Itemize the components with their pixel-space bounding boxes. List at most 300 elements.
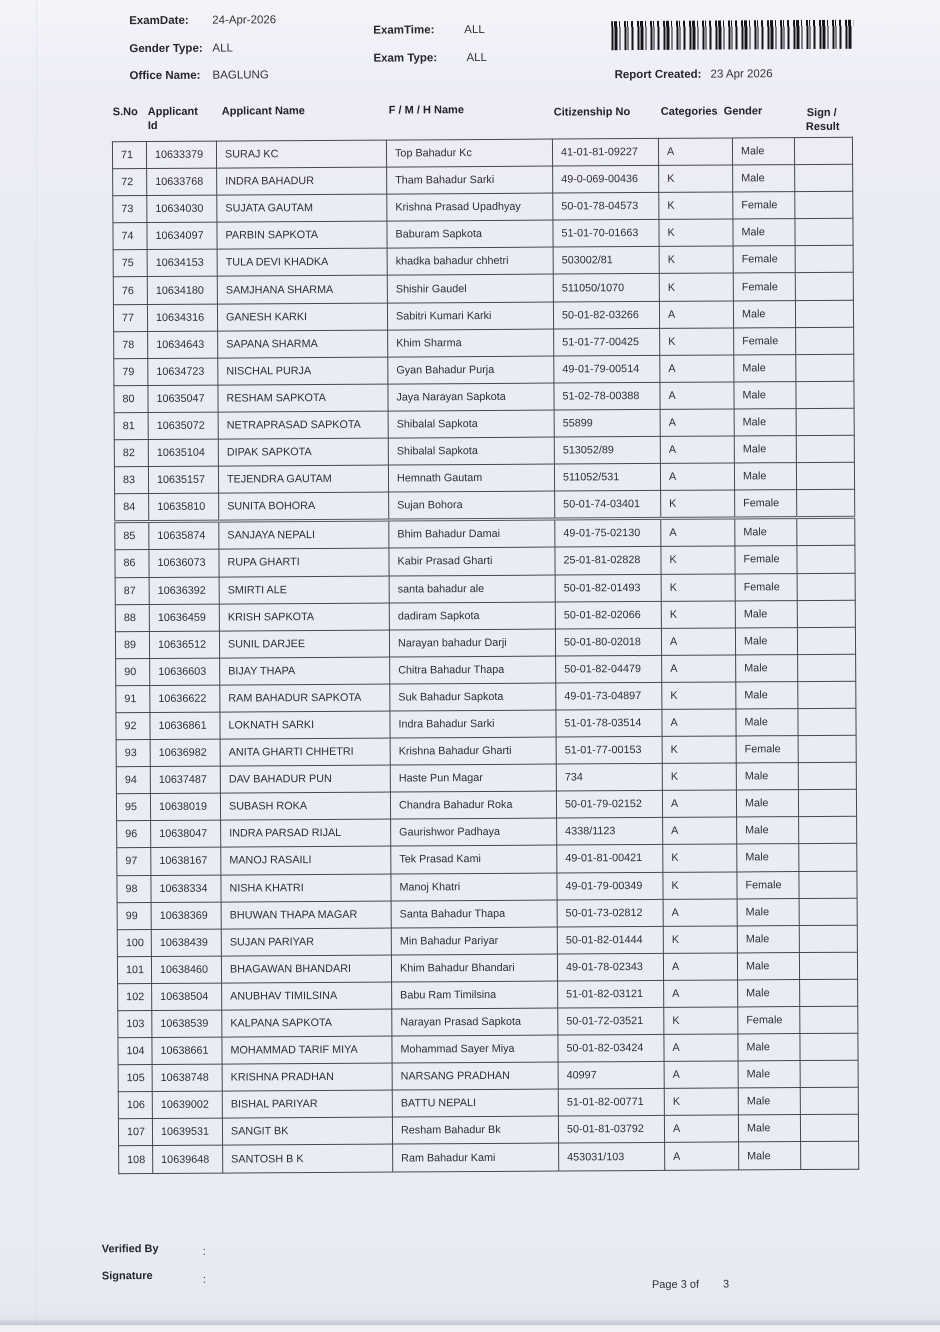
cell-category: A — [660, 436, 734, 464]
cell-sno: 86 — [115, 550, 149, 577]
cell-sign-result — [799, 952, 857, 979]
cell-citizenship-no: 50-01-82-01444 — [557, 926, 663, 954]
cell-gender: Female — [736, 736, 798, 763]
cell-applicant-name: MOHAMMAD TARIF MIYA — [222, 1036, 392, 1064]
cell-category: A — [659, 301, 733, 329]
cell-applicant-name: BIJAY THAPA — [220, 657, 390, 685]
cell-gender: Male — [737, 844, 799, 871]
cell-citizenship-no: 50-01-82-03424 — [558, 1034, 664, 1062]
table-row — [115, 518, 855, 551]
cell-applicant-id: 10638019 — [150, 793, 220, 821]
cell-sno: 97 — [117, 848, 151, 875]
cell-category: A — [662, 790, 736, 818]
cell-gender: Male — [737, 898, 799, 925]
cell-applicant-id: 10636392 — [149, 577, 219, 605]
cell-fmh-name: Krishna Bahadur Gharti — [390, 737, 556, 765]
cell-category: K — [663, 844, 737, 872]
cell-gender: Female — [735, 490, 797, 518]
cell-gender: Male — [738, 1088, 800, 1115]
cell-sno: 85 — [115, 522, 149, 550]
cell-citizenship-no: 50-01-82-01493 — [555, 574, 661, 602]
cell-sno: 93 — [116, 740, 150, 767]
cell-applicant-name: MANOJ RASAILI — [221, 846, 391, 874]
cell-gender: Male — [738, 1034, 800, 1061]
exam-time-value: ALL — [464, 23, 485, 37]
report-created-label: Report Created: — [614, 68, 702, 82]
cell-category: K — [664, 1007, 738, 1035]
page-indicator: Page 3 of — [651, 1278, 700, 1291]
cell-applicant-name: DIPAK SAPKOTA — [218, 438, 388, 466]
cell-sno: 100 — [117, 929, 151, 956]
office-name-value: BAGLUNG — [212, 69, 269, 82]
col-header-applicant-id-2: Id — [147, 119, 158, 133]
cell-applicant-name: SAMJHANA SHARMA — [217, 276, 387, 304]
cell-citizenship-no: 49-0-069-00436 — [553, 166, 659, 194]
cell-fmh-name: Chitra Bahadur Thapa — [390, 656, 556, 684]
cell-category: A — [662, 709, 736, 737]
gender-type-label: Gender Type: — [129, 42, 203, 56]
cell-gender: Male — [732, 138, 794, 165]
cell-fmh-name: Khim Sharma — [388, 329, 554, 357]
cell-sign-result — [797, 518, 855, 546]
verified-by-colon: : — [202, 1245, 206, 1258]
cell-sign-result — [797, 546, 855, 573]
cell-category: K — [664, 1088, 738, 1116]
cell-gender: Male — [738, 1061, 800, 1088]
cell-citizenship-no: 50-01-79-02152 — [556, 791, 662, 819]
cell-fmh-name: Gyan Bahadur Purja — [388, 356, 554, 384]
cell-applicant-id: 10638167 — [151, 848, 221, 876]
cell-category: K — [663, 871, 737, 899]
cell-citizenship-no: 4338/1123 — [557, 818, 663, 846]
cell-category: K — [661, 601, 735, 629]
cell-sno: 105 — [118, 1065, 152, 1092]
cell-fmh-name: Kabir Prasad Gharti — [389, 547, 555, 575]
cell-fmh-name: Top Bahadur Kc — [386, 139, 552, 167]
cell-category: A — [658, 138, 732, 166]
cell-gender: Female — [735, 546, 797, 573]
cell-category: A — [661, 518, 735, 547]
cell-applicant-name: SAPANA SHARMA — [218, 330, 388, 358]
cell-citizenship-no: 511050/1070 — [553, 274, 659, 302]
col-header-citizenship-no: Citizenship No — [553, 106, 631, 119]
exam-date-label: ExamDate: — [129, 14, 189, 28]
cell-citizenship-no: 49-01-79-00349 — [557, 872, 663, 900]
cell-sno: 106 — [118, 1092, 152, 1119]
cell-applicant-name: TULA DEVI KHADKA — [217, 248, 387, 276]
exam-type-label: Exam Type: — [373, 52, 438, 65]
cell-applicant-id: 10638334 — [151, 875, 221, 903]
cell-sign-result — [794, 137, 852, 164]
cell-gender: Male — [736, 709, 798, 736]
cell-applicant-name: RUPA GHARTI — [219, 548, 389, 576]
cell-applicant-name: KRISH SAPKOTA — [219, 603, 389, 631]
cell-applicant-id: 10636603 — [150, 658, 220, 686]
applicant-table — [112, 137, 859, 1174]
cell-sign-result — [796, 408, 854, 435]
cell-gender: Female — [734, 327, 796, 354]
cell-applicant-id: 10634030 — [147, 195, 217, 223]
cell-applicant-id: 10635104 — [148, 439, 218, 467]
cell-category: A — [664, 1115, 738, 1143]
cell-sno: 82 — [114, 440, 148, 467]
cell-citizenship-no: 51-01-70-01663 — [553, 220, 659, 248]
cell-gender: Male — [736, 654, 798, 681]
cell-sign-result — [798, 681, 856, 708]
cell-applicant-id: 10634316 — [147, 304, 217, 332]
cell-citizenship-no: 49-01-81-00421 — [557, 845, 663, 873]
cell-applicant-name: NISHA KHATRI — [221, 874, 391, 902]
cell-applicant-name: NISCHAL PURJA — [218, 357, 388, 385]
cell-citizenship-no: 49-01-79-00514 — [554, 355, 660, 383]
cell-sno: 83 — [114, 467, 148, 494]
cell-gender: Male — [735, 518, 797, 546]
cell-applicant-name: BHUWAN THAPA MAGAR — [221, 901, 391, 929]
cell-sign-result — [796, 462, 854, 489]
cell-sign-result — [796, 435, 854, 462]
cell-applicant-name: LOKNATH SARKI — [220, 711, 390, 739]
cell-gender: Male — [734, 354, 796, 381]
cell-gender: Female — [737, 871, 799, 898]
cell-sign-result — [800, 1115, 858, 1142]
cell-category: K — [662, 736, 736, 764]
cell-applicant-name: SUJAN PARIYAR — [221, 928, 391, 956]
cell-gender: Male — [733, 300, 795, 327]
cell-citizenship-no: 50-01-81-03792 — [558, 1116, 664, 1144]
cell-applicant-name: NETRAPRASAD SAPKOTA — [218, 411, 388, 439]
cell-sno: 73 — [113, 196, 147, 223]
exam-type-value: ALL — [466, 51, 487, 65]
cell-applicant-name: BHAGAWAN BHANDARI — [221, 955, 391, 983]
cell-applicant-id: 10638539 — [152, 1010, 222, 1038]
cell-fmh-name: santa bahadur ale — [389, 575, 555, 603]
cell-sign-result — [795, 164, 853, 191]
cell-fmh-name: Gaurishwor Padhaya — [391, 818, 557, 846]
cell-citizenship-no: 50-01-82-04479 — [556, 655, 662, 683]
cell-applicant-id: 10639648 — [153, 1146, 223, 1174]
report-created-value: 23 Apr 2026 — [710, 68, 773, 81]
cell-citizenship-no: 25-01-81-02828 — [555, 547, 661, 575]
cell-sign-result — [800, 1033, 858, 1060]
cell-fmh-name: Baburam Sapkota — [387, 220, 553, 248]
cell-sign-result — [800, 1087, 858, 1114]
cell-citizenship-no: 40997 — [558, 1062, 664, 1090]
applicant-table-wrapper — [112, 137, 859, 1174]
cell-applicant-id: 10634153 — [147, 249, 217, 277]
cell-sign-result — [800, 1060, 858, 1087]
cell-sign-result — [798, 654, 856, 681]
cell-sign-result — [795, 219, 853, 246]
cell-citizenship-no: 50-01-78-04573 — [553, 193, 659, 221]
col-header-result: Result — [805, 120, 840, 134]
cell-citizenship-no: 51-01-82-00771 — [558, 1089, 664, 1117]
cell-citizenship-no: 51-01-77-00425 — [554, 328, 660, 356]
cell-citizenship-no: 50-01-74-03401 — [555, 491, 661, 520]
cell-fmh-name: Khim Bahadur Bhandari — [391, 954, 557, 982]
cell-applicant-id: 10634723 — [148, 358, 218, 386]
cell-sno: 101 — [117, 956, 151, 983]
cell-category: A — [660, 382, 734, 410]
cell-applicant-id: 10639531 — [152, 1118, 222, 1146]
cell-fmh-name: Shishir Gaudel — [387, 275, 553, 303]
cell-applicant-id: 10636861 — [150, 712, 220, 740]
col-header-sign: Sign / — [806, 106, 837, 120]
cell-category: K — [661, 573, 735, 601]
cell-applicant-id: 10636459 — [149, 604, 219, 632]
cell-applicant-id: 10635047 — [148, 385, 218, 413]
cell-applicant-id: 10638047 — [151, 820, 221, 848]
cell-fmh-name: Chandra Bahadur Roka — [390, 791, 556, 819]
cell-gender: Male — [733, 165, 795, 192]
cell-citizenship-no: 55899 — [554, 409, 660, 437]
cell-sno: 108 — [119, 1146, 153, 1173]
cell-sign-result — [796, 381, 854, 408]
cell-citizenship-no: 51-01-82-03121 — [558, 980, 664, 1008]
cell-fmh-name: Jaya Narayan Sapkota — [388, 383, 554, 411]
cell-sno: 89 — [115, 631, 149, 658]
cell-citizenship-no: 511052/531 — [554, 464, 660, 492]
cell-sno: 75 — [113, 250, 147, 277]
cell-applicant-name: RESHAM SAPKOTA — [218, 384, 388, 412]
cell-gender: Male — [737, 952, 799, 979]
cell-applicant-name: PARBIN SAPKOTA — [217, 221, 387, 249]
cell-fmh-name: Suk Bahadur Sapkota — [390, 683, 556, 711]
cell-applicant-name: GANESH KARKI — [217, 303, 387, 331]
cell-sign-result — [796, 327, 854, 354]
signature-label: Signature — [101, 1270, 153, 1283]
cell-applicant-id: 10638748 — [152, 1064, 222, 1092]
cell-gender: Male — [734, 436, 796, 463]
cell-category: K — [659, 219, 733, 247]
cell-gender: Male — [738, 1115, 800, 1142]
cell-sign-result — [795, 273, 853, 300]
cell-sign-result — [796, 354, 854, 381]
cell-gender: Female — [738, 1007, 800, 1034]
cell-category: A — [660, 355, 734, 383]
cell-applicant-name: KALPANA SAPKOTA — [222, 1009, 392, 1037]
cell-sno: 79 — [114, 358, 148, 385]
cell-sno: 71 — [112, 142, 146, 169]
col-header-sno: S.No — [112, 106, 138, 119]
cell-applicant-name: DAV BAHADUR PUN — [220, 765, 390, 793]
cell-sno: 96 — [117, 821, 151, 848]
cell-applicant-id: 10637487 — [150, 766, 220, 794]
cell-category: A — [665, 1142, 739, 1170]
cell-category: A — [664, 1034, 738, 1062]
cell-citizenship-no: 51-01-78-03514 — [556, 709, 662, 737]
col-header-applicant-id: Applicant — [147, 105, 198, 119]
cell-applicant-name: BISHAL PARIYAR — [222, 1090, 392, 1118]
cell-fmh-name: dadiram Sapkota — [389, 602, 555, 630]
cell-fmh-name: Sabitri Kumari Karki — [387, 302, 553, 330]
cell-category: K — [661, 546, 735, 574]
cell-applicant-name: SURAJ KC — [216, 140, 386, 168]
cell-sno: 107 — [118, 1119, 152, 1146]
cell-sno: 102 — [118, 983, 152, 1010]
signature-colon: : — [202, 1273, 206, 1286]
cell-sno: 81 — [114, 412, 148, 439]
cell-fmh-name: Haste Pun Magar — [390, 764, 556, 792]
cell-sign-result — [795, 300, 853, 327]
cell-applicant-id: 10638439 — [151, 929, 221, 957]
cell-applicant-id: 10635072 — [148, 412, 218, 440]
applicant-table-body — [112, 137, 858, 1173]
cell-applicant-name: ANITA GHARTI CHHETRI — [220, 738, 390, 766]
cell-sno: 90 — [116, 658, 150, 685]
cell-fmh-name: Sujan Bohora — [389, 491, 555, 520]
cell-sign-result — [799, 925, 857, 952]
cell-sign-result — [797, 627, 855, 654]
cell-applicant-name: ANUBHAV TIMILSINA — [222, 982, 392, 1010]
cell-sno: 91 — [116, 685, 150, 712]
cell-applicant-name: TEJENDRA GAUTAM — [218, 465, 388, 493]
cell-fmh-name: BATTU NEPALI — [392, 1089, 558, 1117]
cell-fmh-name: khadka bahadur chhetri — [387, 247, 553, 275]
cell-applicant-name: SANJAYA NEPALI — [219, 520, 389, 549]
cell-category: K — [659, 246, 733, 274]
cell-sno: 80 — [114, 385, 148, 412]
cell-fmh-name: NARSANG PRADHAN — [392, 1062, 558, 1090]
cell-applicant-id: 10634097 — [147, 222, 217, 250]
cell-gender: Male — [736, 763, 798, 790]
cell-applicant-id: 10634643 — [148, 331, 218, 359]
cell-applicant-id: 10638661 — [152, 1037, 222, 1065]
cell-gender: Male — [737, 925, 799, 952]
cell-citizenship-no: 734 — [556, 764, 662, 792]
cell-sno: 104 — [118, 1038, 152, 1065]
cell-category: A — [660, 463, 734, 491]
cell-fmh-name: Hemnath Gautam — [388, 464, 554, 492]
cell-gender: Male — [736, 681, 798, 708]
cell-sno: 92 — [116, 712, 150, 739]
cell-sign-result — [799, 898, 857, 925]
cell-category: K — [661, 490, 735, 519]
cell-sign-result — [799, 871, 857, 898]
cell-category: K — [660, 328, 734, 356]
cell-gender: Male — [735, 627, 797, 654]
cell-gender: Male — [736, 790, 798, 817]
cell-citizenship-no: 41-01-81-09227 — [552, 138, 658, 166]
verified-by-label: Verified By — [101, 1242, 159, 1256]
cell-sno: 103 — [118, 1011, 152, 1038]
cell-applicant-name: INDRA PARSAD RIJAL — [221, 819, 391, 847]
cell-gender: Female — [735, 573, 797, 600]
cell-gender: Male — [734, 409, 796, 436]
cell-fmh-name: Tham Bahadur Sarki — [387, 166, 553, 194]
cell-applicant-id: 10634180 — [147, 277, 217, 305]
cell-sign-result — [795, 191, 853, 218]
cell-gender: Male — [733, 219, 795, 246]
cell-sign-result — [800, 1006, 858, 1033]
cell-fmh-name: Mohammad Sayer Miya — [392, 1035, 558, 1063]
cell-applicant-id: 10638460 — [151, 956, 221, 984]
cell-category: A — [663, 953, 737, 981]
cell-applicant-id: 10636073 — [149, 550, 219, 578]
cell-sno: 87 — [115, 577, 149, 604]
cell-citizenship-no: 50-01-73-02812 — [557, 899, 663, 927]
cell-category: A — [664, 980, 738, 1008]
col-header-gender: Gender — [723, 105, 763, 118]
cell-sno: 95 — [116, 794, 150, 821]
cell-applicant-name: SUBASH ROKA — [220, 792, 390, 820]
cell-category: A — [660, 409, 734, 437]
col-header-applicant-name: Applicant Name — [221, 105, 305, 118]
cell-citizenship-no: 50-01-82-02066 — [555, 601, 661, 629]
cell-fmh-name: Manoj Khatri — [391, 873, 557, 901]
cell-citizenship-no: 503002/81 — [553, 247, 659, 275]
cell-sign-result — [798, 708, 856, 735]
page-number: 3 — [722, 1278, 730, 1291]
table-row — [119, 1142, 859, 1174]
cell-citizenship-no: 50-01-72-03521 — [558, 1007, 664, 1035]
cell-applicant-name: RAM BAHADUR SAPKOTA — [220, 684, 390, 712]
cell-sno: 84 — [115, 494, 149, 522]
cell-category: K — [659, 273, 733, 301]
cell-sign-result — [798, 735, 856, 762]
cell-sno: 98 — [117, 875, 151, 902]
cell-category: K — [659, 165, 733, 193]
cell-gender: Male — [739, 1142, 801, 1169]
cell-category: A — [663, 817, 737, 845]
cell-applicant-id: 10633768 — [147, 168, 217, 196]
cell-sign-result — [797, 573, 855, 600]
cell-gender: Male — [735, 600, 797, 627]
cell-applicant-id: 10635157 — [148, 466, 218, 494]
cell-applicant-id: 10638369 — [151, 902, 221, 930]
cell-sign-result — [799, 844, 857, 871]
cell-category: K — [662, 763, 736, 791]
cell-fmh-name: Ram Bahadur Kami — [393, 1144, 559, 1172]
cell-sign-result — [797, 600, 855, 627]
cell-fmh-name: Shibalal Sapkota — [388, 437, 554, 465]
cell-applicant-id: 10636622 — [150, 685, 220, 713]
cell-sno: 74 — [113, 223, 147, 250]
cell-fmh-name: Narayan bahadur Darji — [389, 629, 555, 657]
cell-citizenship-no: 51-01-77-00153 — [556, 736, 662, 764]
cell-citizenship-no: 51-02-78-00388 — [554, 382, 660, 410]
cell-sign-result — [795, 246, 853, 273]
cell-applicant-name: INDRA BAHADUR — [217, 167, 387, 195]
cell-gender: Female — [733, 192, 795, 219]
cell-applicant-id: 10636982 — [150, 739, 220, 767]
exam-time-label: ExamTime: — [373, 24, 435, 37]
cell-applicant-id: 10636512 — [149, 631, 219, 659]
cell-category: A — [662, 655, 736, 683]
cell-gender: Female — [733, 246, 795, 273]
cell-applicant-name: SUNIL DARJEE — [219, 630, 389, 658]
cell-citizenship-no: 49-01-78-02343 — [557, 953, 663, 981]
cell-sno: 76 — [113, 277, 147, 304]
barcode-image — [611, 20, 853, 50]
cell-applicant-id: 10635810 — [149, 493, 219, 522]
cell-sno: 78 — [114, 331, 148, 358]
cell-fmh-name: Tek Prasad Kami — [391, 845, 557, 873]
cell-category: K — [662, 682, 736, 710]
cell-sign-result — [798, 789, 856, 816]
cell-fmh-name: Indra Bahadur Sarki — [390, 710, 556, 738]
cell-applicant-name: SMIRTI ALE — [219, 576, 389, 604]
cell-citizenship-no: 50-01-82-03266 — [553, 301, 659, 329]
cell-sign-result — [799, 817, 857, 844]
col-header-fmh-name: F / M / H Name — [388, 104, 464, 117]
cell-gender: Male — [734, 381, 796, 408]
cell-category: A — [661, 628, 735, 656]
cell-sno: 77 — [113, 304, 147, 331]
cell-gender: Male — [738, 979, 800, 1006]
cell-applicant-name: SANTOSH B K — [223, 1145, 393, 1173]
cell-fmh-name: Krishna Prasad Upadhyay — [387, 193, 553, 221]
cell-gender: Male — [737, 817, 799, 844]
